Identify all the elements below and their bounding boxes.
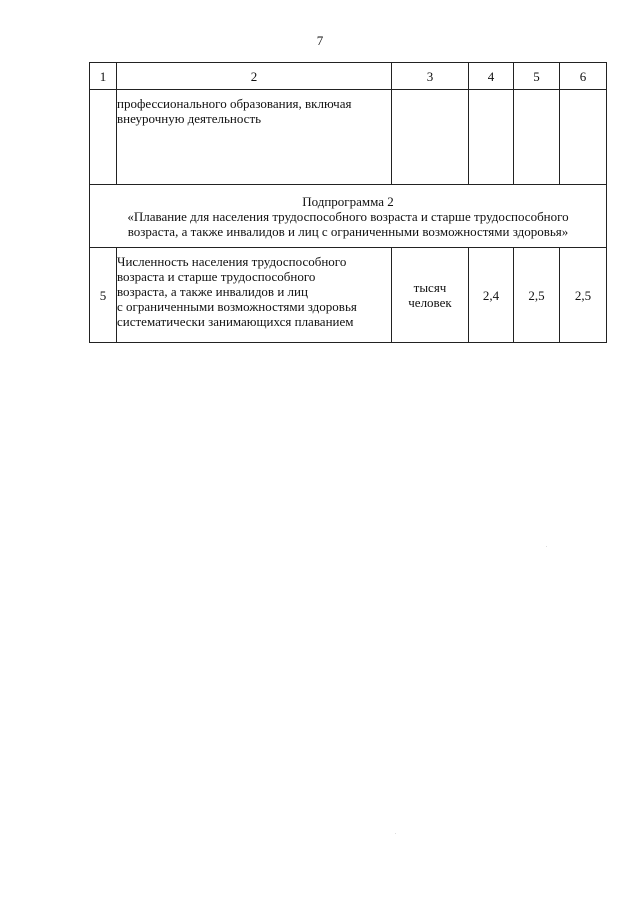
cont-cell-unit [392,90,469,185]
indicator-description [117,248,392,343]
subprogram-title: Подпрограмма 2 [302,193,394,209]
page-number: 7 [316,33,324,48]
value-col-4: 2,4 [469,248,514,343]
header-col-5: 5 [514,63,560,90]
row-number: 5 [90,248,117,343]
header-col-2: 2 [117,63,392,90]
cont-cell-indicator [117,90,392,185]
cont-indicator-line: внеурочную деятельность [117,111,262,126]
indicator-line: Численность населения трудоспособного [117,254,347,269]
unit-of-measure [392,248,469,343]
header-col-6: 6 [560,63,607,90]
header-col-3: 3 [392,63,469,90]
table-row-continuation [90,90,607,185]
subprogram-name-line: возраста, а также инвалидов и лиц с ограниченными возможностями здоровья» [127,223,569,239]
subprogram-name-line: «Плавание для населения трудоспособного возраста и старше трудоспособного [127,208,569,224]
table-row-subprogram [90,185,607,248]
cont-cell-col6 [560,90,607,185]
indicator-line: возраста, а также инвалидов и лиц [117,284,308,299]
header-col-1: 1 [90,63,117,90]
indicator-line: систематически занимающихся плаванием [117,314,354,329]
indicator-table [89,62,607,343]
value-col-6: 2,5 [560,248,607,343]
scan-speck [546,546,547,547]
subprogram-heading-cell [90,185,607,248]
indicator-line: с ограниченными возможностями здоровья [117,299,357,314]
table-header-row [90,63,607,90]
table-row-indicator-5 [90,248,607,343]
cont-cell-col5 [514,90,560,185]
unit-line: тысяч [413,280,447,295]
value-col-5: 2,5 [514,248,560,343]
indicator-line: возраста и старше трудоспособного [117,269,316,284]
header-col-4: 4 [469,63,514,90]
unit-line: человек [408,295,452,310]
scan-speck [395,833,396,834]
cont-cell-col4 [469,90,514,185]
cont-indicator-line: профессионального образования, включая [117,96,352,111]
cont-cell-number [90,90,117,185]
